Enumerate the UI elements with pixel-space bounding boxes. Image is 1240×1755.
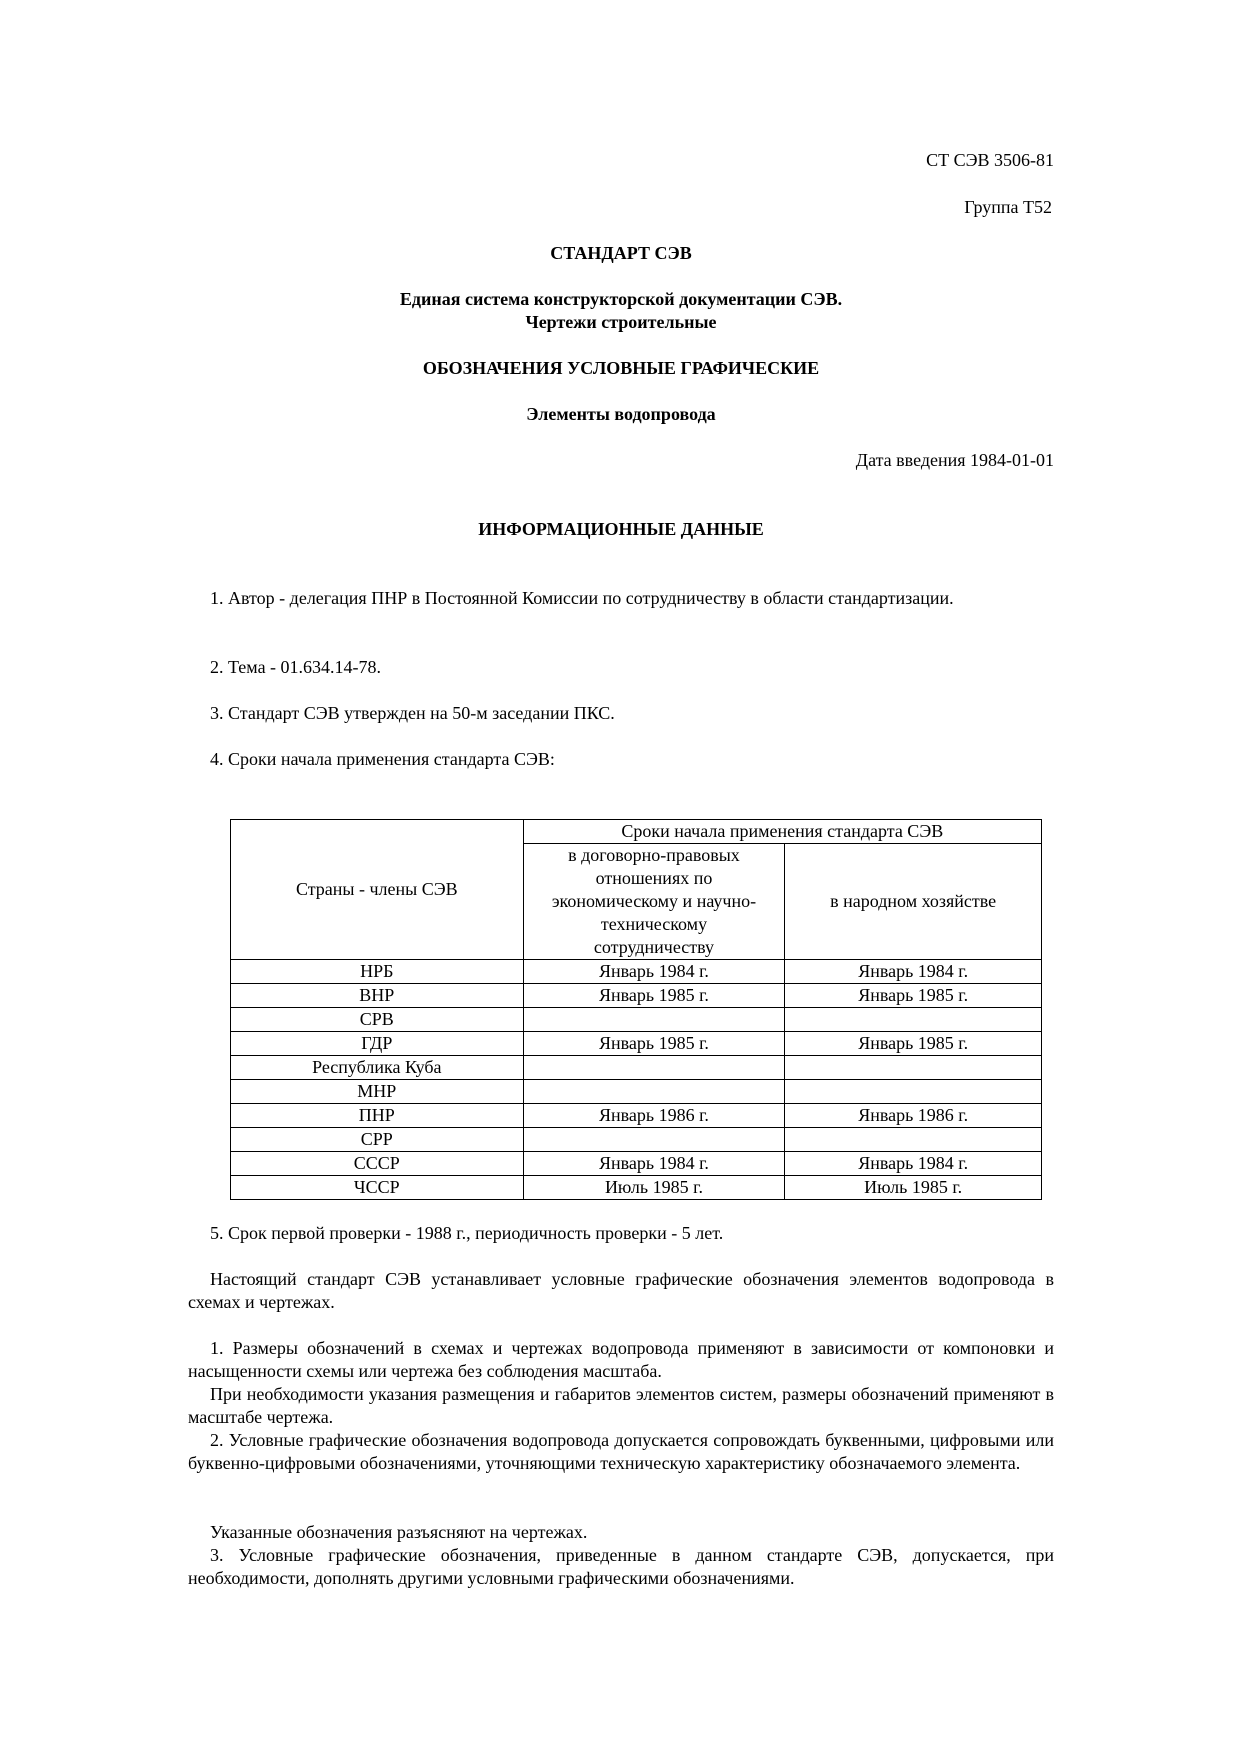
scope-paragraph: Настоящий стандарт СЭВ устанавливает условные графические обозначения элементов водопровода в схемах и чертежах. — [188, 1269, 1054, 1312]
economy-date-cell — [785, 1008, 1042, 1032]
contract-date-cell — [523, 1128, 785, 1152]
contract-date-cell: Январь 1984 г. — [523, 960, 785, 984]
header-contract — [523, 844, 785, 960]
contract-date-cell — [523, 1008, 785, 1032]
country-cell: Республика Куба — [231, 1056, 524, 1080]
info-item-4: 4. Сроки начала применения стандарта СЭВ: — [210, 749, 555, 769]
country-cell: СССР — [231, 1152, 524, 1176]
contract-date-cell: Январь 1985 г. — [523, 1032, 785, 1056]
table-row — [231, 1176, 1042, 1200]
standard-heading: СТАНДАРТ СЭВ — [550, 243, 692, 263]
economy-date-cell: Январь 1985 г. — [785, 1032, 1042, 1056]
header-contract-line: сотрудничеству — [593, 937, 715, 957]
table-row — [231, 1080, 1042, 1104]
subtitle: Элементы водопровода — [526, 404, 716, 424]
economy-date-cell — [785, 1128, 1042, 1152]
economy-date-cell: Январь 1984 г. — [785, 1152, 1042, 1176]
dates-table — [230, 819, 1042, 1200]
table-row — [231, 1128, 1042, 1152]
table-row — [231, 1008, 1042, 1032]
header-contract-line: экономическому и научно- — [551, 891, 757, 911]
table-row — [231, 960, 1042, 984]
country-cell: ГДР — [231, 1032, 524, 1056]
country-cell: СРР — [231, 1128, 524, 1152]
economy-date-cell: Январь 1984 г. — [785, 960, 1042, 984]
contract-date-cell: Июль 1985 г. — [523, 1176, 785, 1200]
table-row — [231, 1056, 1042, 1080]
introduction-date: Дата введения 1984-01-01 — [855, 450, 1054, 470]
contract-date-cell: Январь 1984 г. — [523, 1152, 785, 1176]
clause-2-note: Указанные обозначения разъясняют на чертежах. — [210, 1522, 588, 1542]
country-cell: МНР — [231, 1080, 524, 1104]
info-item-5: 5. Срок первой проверки - 1988 г., периодичность проверки - 5 лет. — [210, 1223, 724, 1243]
system-title-line2: Чертежи строительные — [525, 312, 717, 332]
header-economy: в народном хозяйстве — [785, 844, 1042, 960]
header-group: Сроки начала применения стандарта СЭВ — [523, 820, 1041, 844]
table-row — [231, 1152, 1042, 1176]
economy-date-cell: Январь 1986 г. — [785, 1104, 1042, 1128]
economy-date-cell: Июль 1985 г. — [785, 1176, 1042, 1200]
info-item-2: 2. Тема - 01.634.14-78. — [210, 657, 382, 677]
header-contract-line: отношениях по — [595, 868, 713, 888]
economy-date-cell — [785, 1080, 1042, 1104]
clause-3: 3. Условные графические обозначения, приведенные в данном стандарте СЭВ, допускается, при необходимости, дополнять другими условными графическими обозначениями. — [188, 1545, 1054, 1588]
info-item-3: 3. Стандарт СЭВ утвержден на 50-м заседании ПКС. — [210, 703, 615, 723]
table-row — [231, 1104, 1042, 1128]
info-heading: ИНФОРМАЦИОННЫЕ ДАННЫЕ — [478, 519, 764, 539]
economy-date-cell: Январь 1985 г. — [785, 984, 1042, 1008]
country-cell: ПНР — [231, 1104, 524, 1128]
clause-2: 2. Условные графические обозначения водопровода допускается сопровождать буквенными, цифровыми или буквенно-цифровыми обозначениями, уточняющими техническую характеристику обозначаемого элемента. — [188, 1430, 1054, 1473]
economy-date-cell — [785, 1056, 1042, 1080]
system-title-line1: Единая система конструкторской документации СЭВ. — [399, 289, 843, 309]
clause-1: 1. Размеры обозначений в схемах и чертежах водопровода применяют в зависимости от компоновки и насыщенности схемы или чертежа без соблюдения масштаба. — [188, 1338, 1054, 1381]
info-item-1: 1. Автор - делегация ПНР в Постоянной Комиссии по сотрудничеству в области стандартизации. — [210, 588, 954, 608]
header-countries: Страны - члены СЭВ — [231, 820, 524, 960]
country-cell: СРВ — [231, 1008, 524, 1032]
country-cell: ЧССР — [231, 1176, 524, 1200]
contract-date-cell: Январь 1985 г. — [523, 984, 785, 1008]
header-contract-line: в договорно-правовых — [568, 845, 740, 865]
main-title: ОБОЗНАЧЕНИЯ УСЛОВНЫЕ ГРАФИЧЕСКИЕ — [422, 358, 820, 378]
contract-date-cell — [523, 1056, 785, 1080]
table-row — [231, 984, 1042, 1008]
contract-date-cell: Январь 1986 г. — [523, 1104, 785, 1128]
country-cell: НРБ — [231, 960, 524, 984]
country-cell: ВНР — [231, 984, 524, 1008]
contract-date-cell — [523, 1080, 785, 1104]
header-contract-line: техническому — [600, 914, 708, 934]
group-code: Группа Т52 — [964, 197, 1052, 217]
clause-1-note: При необходимости указания размещения и габаритов элементов систем, размеры обозначений применяют в масштабе чертежа. — [188, 1384, 1054, 1427]
standard-code: СТ СЭВ 3506-81 — [926, 150, 1054, 170]
table-row — [231, 1032, 1042, 1056]
